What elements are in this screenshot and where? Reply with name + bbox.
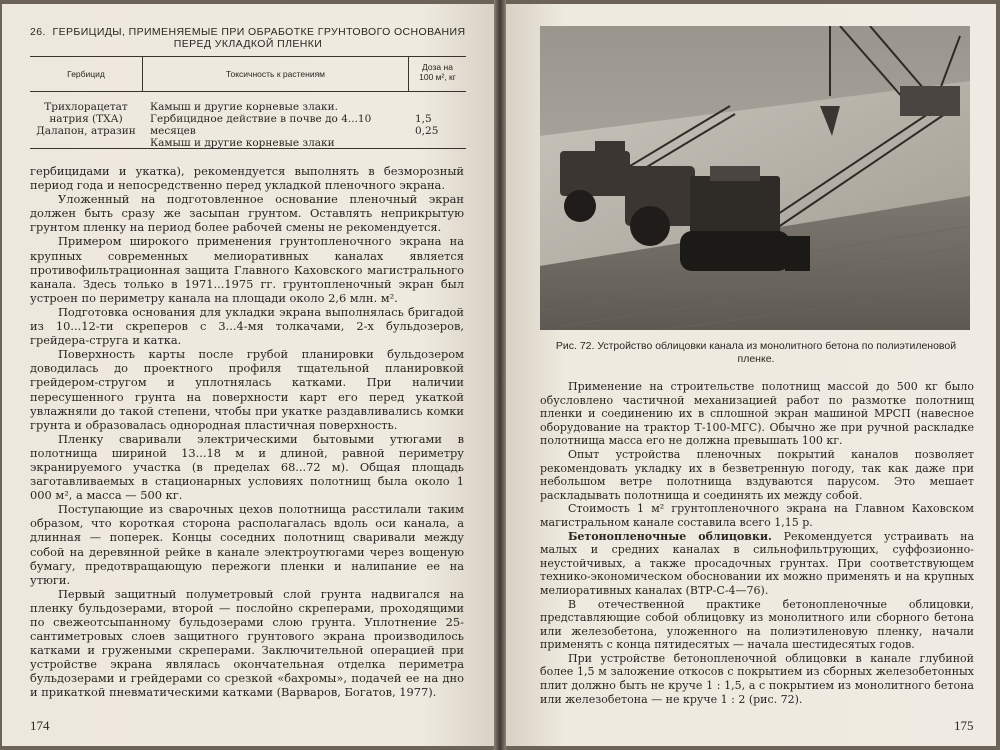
table-rule [30, 91, 466, 92]
paragraph: Опыт устройства пленочных покрытий каналов позволяет рекомендовать укладку их в безветренную погоду, так как даже при небольшом ветре полотнища вздуваются парусом. Это мешает раскладывать полотнища и соединять их между собой. [540, 447, 974, 502]
left-body-text [30, 164, 464, 700]
paragraph: Поступающие из сварочных цехов полотнища расстилали таким образом, что короткая сторона располагалась вдоль оси канала, а длинная — поперек. Концы соседних полотнищ сваривали между собой на деревянной рейке в канале электроутюгами через вощеную бумагу, предотвращающую пережоги пленки и налипание ее на утюги. [30, 502, 464, 587]
table-title-line1: ГЕРБИЦИДЫ, ПРИМЕНЯЕМЫЕ ПРИ ОБРАБОТКЕ ГРУНТОВОГО ОСНОВАНИЯ [52, 26, 466, 38]
table-rule [30, 56, 466, 57]
herbicide-table [30, 56, 466, 156]
table-row [150, 101, 405, 149]
paragraph: В отечественной практике бетонопленочные облицовки, представляющие собой облицовку из монолитного или сборного бетона или железобетона, уложенного на полиэтиленовую пленку, начали применять с конца пятидесятых — начала шестидесятых годов. [540, 597, 974, 652]
construction-photo [540, 26, 970, 330]
table-row [32, 101, 140, 137]
right-body-text [540, 380, 974, 706]
table-row [415, 101, 455, 137]
figure-72-photo [540, 26, 970, 330]
header-dose-line1: Доза на [422, 62, 453, 72]
table-rule [30, 148, 466, 149]
paragraph: Примером широкого применения грунтопленочного экрана на крупных современных мелиоративных каналах является противофильтрационная защита Главного Каховского магистрального канала. Здесь только в 1971...1975 гг. грунтопленочный экран был устроен по периметру канала на площади около 2,6 млн. м². [30, 234, 464, 305]
cell-dose [415, 101, 455, 113]
heading-paragraph-text: Рекомендуется устраивать на малых и средних каналах в сильнофильтрующих, суффозионно-неустойчивых, а также просадочных грунтах. При соответствующем технико-экономическом обосновании их можно применять и на крупных мелиоративных каналах (ВТР-С-4—76). [540, 529, 975, 597]
header-toxicity: Токсичность к растениям [225, 69, 326, 79]
paragraph: Подготовка основания для укладки экрана выполнялась бригадой из 10...12-ти скреперов с 3...4-мя толкачами, 2-х бульдозеров, грейдера-струга и катка. [30, 304, 464, 348]
paragraph: Первый защитный полуметровый слой грунта надвигался на пленку бульдозерами, второй — послойно скреперами, проходящими по свежеотсыпанному бульдозерами слою грунта. Уплотнение 25-сантиметровых слоев защитного грунтового экрана производилось катками и гружеными скреперами. Заключительной операцией при устройстве экрана являлась окончательная отделка периметра бульдозерами и грейдерами со срезкой «бахромы», подачей ее на дно и прикаткой пневматическими катками (Варваров, Богатов, 1977). [30, 586, 464, 700]
header-dose-line2: 100 м², кг [419, 72, 456, 82]
cell-dose: 0,25 [415, 125, 439, 137]
table-title [30, 26, 466, 50]
paragraph: Пленку сваривали электрическими бытовыми утюгами в полотнища шириной 13...18 м и длиной, равной периметру экранируемого участка (в пределах 68...72 м). Общая площадь заготавливаемых в стационарных условиях полотнищ была около 1 000 м², а масса — 500 кг. [30, 431, 464, 503]
cell-herbicide: Трихлорацетат [44, 101, 128, 113]
left-page [2, 4, 494, 746]
paragraph: Стоимость 1 м² грунтопленочного экрана на Главном Каховском магистральном канале составила всего 1,15 р. [540, 502, 974, 529]
paragraph: При устройстве бетонопленочной облицовки в канале глубиной более 1,5 м заложение откосов с покрытием из сборных железобетонных плит должно быть не круче 1 : 1,5, а с покрытием из монолитного бетона или железобетона — не круче 1 : 2 (рис. 72). [540, 651, 974, 706]
cell-toxicity: Камыш и другие корневые злаки. [150, 101, 338, 113]
table-title-line2: ПЕРЕД УКЛАДКОЙ ПЛЕНКИ [173, 38, 323, 50]
paragraph: гербицидами и укатка), рекомендуется выполнять в безморозный период года и непосредственно перед укладкой пленочного экрана. [30, 164, 464, 193]
cell-herbicide: Далапон, атразин [36, 125, 136, 137]
paragraph: Уложенный на подготовленное основание пленочный экран должен быть сразу же засыпан грунтом. Оставлять неприкрытую грунтом пленку на период более рабочей смены не рекомендуется. [30, 192, 464, 235]
cell-toxicity: Гербицидное действие в почве до 4...10 месяцев [150, 113, 372, 137]
paragraph: Применение на строительстве полотнищ массой до 500 кг было обусловлено частичной механизацией работ по размотке полотнищ пленки и соединению их в сплошной экран машиной МРСП (навесное оборудование на трактор Т-100-МГС). Обычно же при ручной раскладке полотнища масса его не должна превышать 100 кг. [540, 380, 974, 448]
cell-dose: 1,5 [415, 113, 432, 125]
header-herbicide: Гербицид [67, 69, 105, 79]
page-number-right: 175 [954, 718, 974, 733]
table-number: 26. [30, 26, 46, 38]
figure-caption: Рис. 72. Устройство облицовки канала из монолитного бетона по полиэтиленовой пленке. [555, 340, 957, 365]
cell-toxicity: Камыш и другие корневые злаки [150, 137, 335, 149]
right-page [506, 4, 996, 746]
header-dose [409, 62, 466, 82]
book-gutter [494, 0, 506, 750]
paragraph: Поверхность карты после грубой планировки бульдозером доводилась до проектного профиля тщательной планировкой грейдером-стругом и уплотнялась катками. При наличии пересушенного грунта на поверхности карт его перед укаткой увлажняли до такой степени, чтобы при укатке раздавливались комки грунта и образовалась однородная пластичная поверхность. [30, 347, 464, 432]
cell-herbicide: натрия (ТХА) [49, 113, 123, 125]
page-number-left: 174 [30, 718, 50, 733]
paragraph-with-heading [540, 530, 974, 598]
section-heading: Бетонопленочные облицовки. [568, 529, 772, 543]
